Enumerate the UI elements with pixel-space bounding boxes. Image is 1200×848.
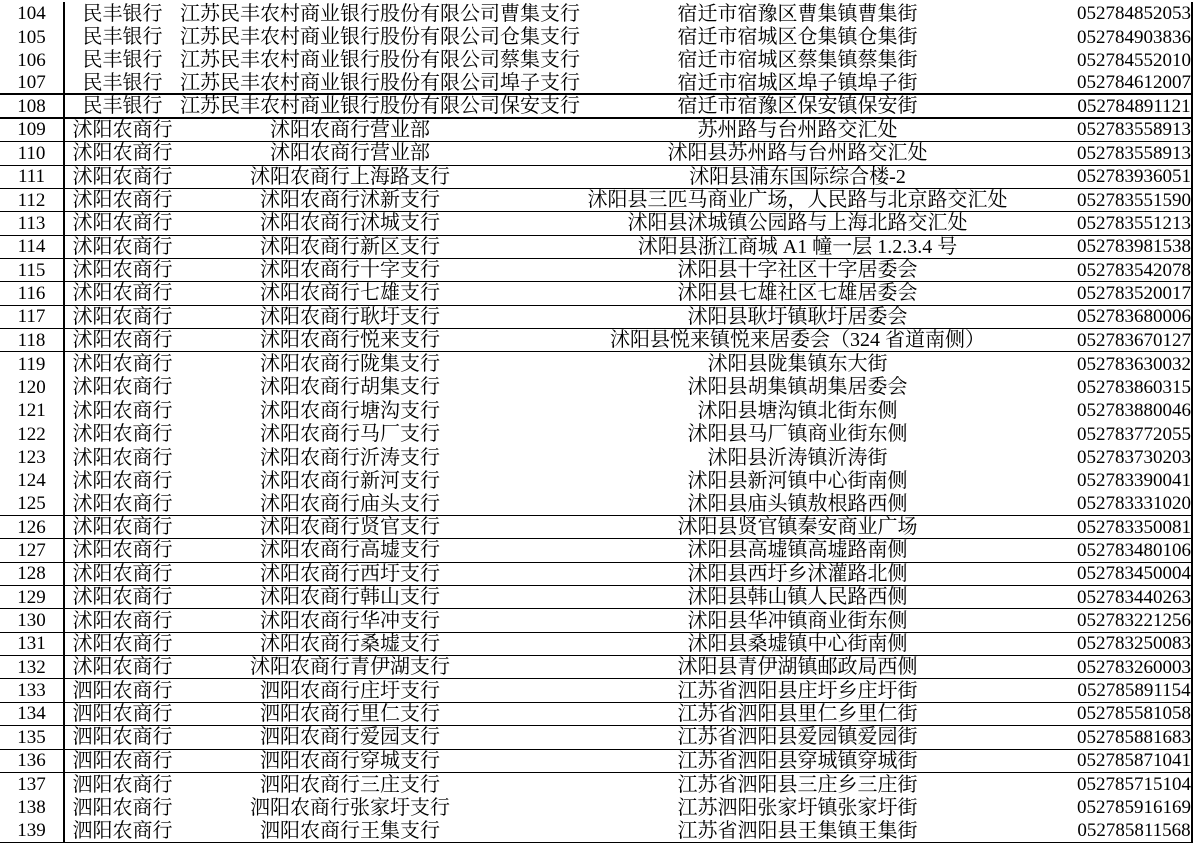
phone-cell: 052784612007 (1077, 72, 1191, 94)
table-row (0, 563, 1191, 586)
branch-name-cell: 江苏民丰农村商业银行股份有限公司仓集支行 (180, 26, 580, 49)
address-cell: 苏州路与台州路交汇处 (697, 118, 898, 141)
phone-cell: 052783250083 (1077, 633, 1191, 655)
bank-name-cell: 沭阳农商行 (72, 516, 173, 539)
phone-cell: 052783772055 (1077, 423, 1191, 445)
phone-cell: 052783221256 (1077, 610, 1191, 632)
table-row (0, 609, 1191, 632)
branch-name-cell: 沭阳农商行十字支行 (260, 259, 440, 282)
phone-cell: 052785871041 (1077, 750, 1191, 772)
phone-cell: 052783670127 (1077, 329, 1191, 351)
branch-name-cell: 泗阳农商行张家圩支行 (250, 796, 450, 819)
row-number-cell: 133 (0, 679, 65, 701)
row-number-cell: 121 (0, 399, 65, 422)
row-number-cell: 136 (0, 750, 65, 772)
branch-name-cell: 沭阳农商行沭新支行 (260, 189, 440, 212)
bank-name-cell: 沭阳农商行 (72, 423, 173, 446)
address-cell: 江苏省泗阳县里仁乡里仁街 (677, 702, 918, 725)
address-cell: 沭阳县桑墟镇中心街南侧 (687, 632, 908, 655)
bank-name-cell: 沭阳农商行 (72, 329, 173, 352)
branch-name-cell: 江苏民丰农村商业银行股份有限公司曹集支行 (180, 2, 580, 25)
bank-name-cell: 沭阳农商行 (72, 586, 173, 609)
branch-name-cell: 江苏民丰农村商业银行股份有限公司保安支行 (180, 95, 580, 118)
phone-cell: 052783260003 (1077, 656, 1191, 678)
bank-name-cell: 民丰银行 (82, 49, 163, 72)
branch-name-cell: 泗阳农商行爱园支行 (260, 726, 440, 749)
table-row (0, 422, 1191, 445)
phone-cell: 052785581058 (1077, 703, 1191, 725)
phone-cell: 052785715104 (1077, 774, 1191, 796)
row-number-cell: 105 (0, 25, 65, 48)
branch-name-cell: 沭阳农商行青伊湖支行 (250, 656, 450, 679)
phone-cell: 052783551590 (1077, 189, 1191, 211)
branch-name-cell: 沭阳农商行高墟支行 (260, 539, 440, 562)
bank-name-cell: 沭阳农商行 (72, 376, 173, 399)
address-cell: 宿迁市宿豫区保安镇保安街 (677, 95, 918, 118)
phone-cell: 052783880046 (1077, 400, 1191, 422)
table-row (0, 352, 1191, 375)
row-number-cell: 135 (0, 726, 65, 748)
row-number-cell: 138 (0, 796, 65, 819)
table-row (0, 679, 1191, 702)
phone-cell: 052783551213 (1077, 212, 1191, 234)
table-row (0, 72, 1191, 95)
address-cell: 沭阳县七雄社区七雄居委会 (677, 282, 918, 305)
row-number-cell: 104 (0, 2, 65, 25)
table-row (0, 282, 1191, 305)
table-row (0, 259, 1191, 282)
address-cell: 沭阳县浙江商城 A1 幢一层 1.2.3.4 号 (637, 235, 958, 258)
table-row (0, 539, 1191, 562)
bank-name-cell: 沭阳农商行 (72, 399, 173, 422)
phone-cell: 052785891154 (1077, 680, 1191, 702)
branch-name-cell: 沭阳农商行耿圩支行 (260, 305, 440, 328)
row-number-cell: 132 (0, 656, 65, 678)
branch-name-cell: 江苏民丰农村商业银行股份有限公司蔡集支行 (180, 49, 580, 72)
branch-name-cell: 沭阳农商行新河支行 (260, 469, 440, 492)
address-cell: 沭阳县沭城镇公园路与上海北路交汇处 (627, 212, 968, 235)
bank-name-cell: 沭阳农商行 (72, 632, 173, 655)
branch-name-cell: 沭阳农商行沭城支行 (260, 212, 440, 235)
table-row (0, 703, 1191, 726)
phone-cell: 052783350081 (1077, 516, 1191, 538)
address-cell: 沭阳县华冲镇商业街东侧 (687, 609, 908, 632)
branch-name-cell: 沭阳农商行马厂支行 (260, 423, 440, 446)
row-number-cell: 130 (0, 609, 65, 631)
row-number-cell: 122 (0, 422, 65, 445)
address-cell: 宿迁市宿城区仓集镇仓集街 (677, 26, 918, 49)
row-number-cell: 113 (0, 212, 65, 234)
phone-cell: 052783331020 (1077, 493, 1191, 515)
address-cell: 江苏泗阳张家圩镇张家圩街 (677, 796, 918, 819)
table-row (0, 516, 1191, 539)
bank-name-cell: 民丰银行 (82, 26, 163, 49)
row-number-cell: 128 (0, 563, 65, 585)
phone-cell: 052783981538 (1077, 236, 1191, 258)
phone-cell: 052785811568 (1077, 820, 1191, 842)
branch-name-cell: 沭阳农商行庙头支行 (260, 492, 440, 515)
bank-name-cell: 沭阳农商行 (72, 189, 173, 212)
table-row (0, 49, 1191, 72)
table-row (0, 142, 1191, 165)
phone-cell: 052783542078 (1077, 259, 1191, 281)
address-cell: 沭阳县耿圩镇耿圩居委会 (687, 305, 908, 328)
bank-name-cell: 沭阳农商行 (72, 212, 173, 235)
branch-name-cell: 沭阳农商行营业部 (270, 118, 430, 141)
bank-name-cell: 沭阳农商行 (72, 446, 173, 469)
row-number-cell: 108 (0, 95, 65, 116)
table-row (0, 189, 1191, 212)
bank-name-cell: 泗阳农商行 (72, 819, 173, 842)
branch-name-cell: 沭阳农商行韩山支行 (260, 586, 440, 609)
bank-name-cell: 沭阳农商行 (72, 118, 173, 141)
phone-cell: 052783558913 (1077, 119, 1191, 141)
row-number-cell: 124 (0, 469, 65, 492)
branch-name-cell: 泗阳农商行穿城支行 (260, 749, 440, 772)
bank-name-cell: 泗阳农商行 (72, 773, 173, 796)
phone-cell: 052784903836 (1077, 26, 1191, 48)
phone-cell: 052783680006 (1077, 306, 1191, 328)
bank-name-cell: 沭阳农商行 (72, 656, 173, 679)
table-row (0, 446, 1191, 469)
bank-name-cell: 沭阳农商行 (72, 492, 173, 515)
branch-name-cell: 沭阳农商行桑墟支行 (260, 632, 440, 655)
phone-cell: 052783860315 (1077, 376, 1191, 398)
address-cell: 江苏省泗阳县王集镇王集街 (677, 819, 918, 842)
branch-name-cell: 沭阳农商行七雄支行 (260, 282, 440, 305)
address-cell: 沭阳县韩山镇人民路西侧 (687, 586, 908, 609)
address-cell: 沭阳县沂涛镇沂涛街 (707, 446, 888, 469)
address-cell: 沭阳县塘沟镇北街东侧 (697, 399, 898, 422)
row-number-cell: 117 (0, 306, 65, 328)
bank-name-cell: 沭阳农商行 (72, 305, 173, 328)
bank-branch-table (0, 2, 1193, 843)
address-cell: 沭阳县西圩乡沭灌路北侧 (687, 562, 908, 585)
phone-cell: 052783730203 (1077, 447, 1191, 468)
address-cell: 宿迁市宿豫区曹集镇曹集街 (677, 2, 918, 25)
branch-name-cell: 沭阳农商行塘沟支行 (260, 399, 440, 422)
address-cell: 沭阳县浦东国际综合楼-2 (689, 165, 906, 188)
row-number-cell: 114 (0, 236, 65, 258)
phone-cell: 052783936051 (1077, 166, 1191, 188)
branch-name-cell: 泗阳农商行庄圩支行 (260, 679, 440, 702)
address-cell: 江苏省泗阳县庄圩乡庄圩街 (677, 679, 918, 702)
branch-name-cell: 沭阳农商行华冲支行 (260, 609, 440, 632)
bank-name-cell: 沭阳农商行 (72, 469, 173, 492)
bank-name-cell: 沭阳农商行 (72, 235, 173, 258)
branch-name-cell: 沭阳农商行营业部 (270, 142, 430, 165)
address-cell: 沭阳县新河镇中心街南侧 (687, 469, 908, 492)
address-cell: 沭阳县三匹马商业广场，人民路与北京路交汇处 (587, 189, 1008, 212)
row-number-cell: 125 (0, 493, 65, 515)
table-row (0, 25, 1191, 48)
branch-name-cell: 沭阳农商行贤官支行 (260, 516, 440, 539)
row-number-cell: 109 (0, 119, 65, 141)
bank-name-cell: 泗阳农商行 (72, 796, 173, 819)
phone-cell: 052783480106 (1077, 539, 1191, 561)
row-number-cell: 120 (0, 376, 65, 399)
row-number-cell: 119 (0, 352, 65, 375)
table-row (0, 166, 1191, 189)
address-cell: 江苏省泗阳县爱园镇爱园街 (677, 726, 918, 749)
table-row (0, 586, 1191, 609)
row-number-cell: 112 (0, 189, 65, 211)
table-row (0, 773, 1191, 796)
address-cell: 沭阳县青伊湖镇邮政局西侧 (677, 656, 918, 679)
bank-name-cell: 沭阳农商行 (72, 282, 173, 305)
table-row (0, 95, 1191, 118)
table-row (0, 376, 1191, 399)
phone-cell: 052785916169 (1077, 797, 1191, 819)
table-row (0, 726, 1191, 749)
table-row (0, 820, 1191, 843)
bank-name-cell: 沭阳农商行 (72, 539, 173, 562)
row-number-cell: 110 (0, 142, 65, 164)
table-row (0, 399, 1191, 422)
bank-name-cell: 泗阳农商行 (72, 749, 173, 772)
row-number-cell: 137 (0, 773, 65, 796)
address-cell: 沭阳县高墟镇高墟路南侧 (687, 539, 908, 562)
address-cell: 沭阳县苏州路与台州路交汇处 (667, 142, 928, 165)
address-cell: 江苏省泗阳县穿城镇穿城街 (677, 749, 918, 772)
phone-cell: 052783390041 (1077, 470, 1191, 492)
row-number-cell: 123 (0, 446, 65, 469)
branch-name-cell: 沭阳农商行上海路支行 (250, 165, 450, 188)
address-cell: 宿迁市宿城区蔡集镇蔡集街 (677, 49, 918, 72)
bank-name-cell: 沭阳农商行 (72, 259, 173, 282)
table-row (0, 329, 1191, 352)
table-row (0, 119, 1191, 142)
bank-name-cell: 沭阳农商行 (72, 165, 173, 188)
phone-cell: 052784852053 (1077, 3, 1191, 25)
address-cell: 沭阳县十字社区十字居委会 (677, 259, 918, 282)
row-number-cell: 106 (0, 49, 65, 72)
table-row (0, 469, 1191, 492)
phone-cell: 052785881683 (1077, 726, 1191, 748)
bank-name-cell: 民丰银行 (82, 2, 163, 25)
address-cell: 江苏省泗阳县三庄乡三庄街 (677, 773, 918, 796)
table-row (0, 2, 1191, 25)
row-number-cell: 126 (0, 516, 65, 538)
bank-name-cell: 泗阳农商行 (72, 726, 173, 749)
row-number-cell: 139 (0, 820, 65, 842)
bank-name-cell: 沭阳农商行 (72, 353, 173, 376)
table-row (0, 750, 1191, 773)
branch-name-cell: 泗阳农商行里仁支行 (260, 702, 440, 725)
row-number-cell: 127 (0, 539, 65, 561)
address-cell: 沭阳县陇集镇东大街 (707, 353, 888, 376)
phone-cell: 052783558913 (1077, 142, 1191, 164)
branch-name-cell: 江苏民丰农村商业银行股份有限公司埠子支行 (180, 71, 580, 94)
row-number-cell: 131 (0, 633, 65, 655)
bank-name-cell: 沭阳农商行 (72, 142, 173, 165)
phone-cell: 052784891121 (1077, 95, 1191, 117)
phone-cell: 052783450004 (1077, 563, 1191, 585)
bank-name-cell: 民丰银行 (82, 95, 163, 118)
branch-name-cell: 泗阳农商行三庄支行 (260, 773, 440, 796)
address-cell: 沭阳县贤官镇秦安商业广场 (677, 516, 918, 539)
row-number-cell: 115 (0, 259, 65, 281)
row-number-cell: 107 (0, 72, 65, 93)
bank-name-cell: 沭阳农商行 (72, 562, 173, 585)
row-number-cell: 116 (0, 282, 65, 304)
address-cell: 沭阳县庙头镇敖根路西侧 (687, 492, 908, 515)
address-cell: 沭阳县胡集镇胡集居委会 (687, 376, 908, 399)
row-number-cell: 129 (0, 586, 65, 608)
row-number-cell: 111 (0, 166, 65, 188)
table-row (0, 656, 1191, 679)
address-cell: 沭阳县悦来镇悦来居委会（324 省道南侧） (610, 329, 985, 352)
bank-name-cell: 沭阳农商行 (72, 609, 173, 632)
branch-name-cell: 沭阳农商行沂涛支行 (260, 446, 440, 469)
table-row (0, 633, 1191, 656)
branch-name-cell: 沭阳农商行西圩支行 (260, 562, 440, 585)
bank-name-cell: 泗阳农商行 (72, 702, 173, 725)
row-number-cell: 118 (0, 329, 65, 351)
table-row (0, 493, 1191, 516)
phone-cell: 052784552010 (1077, 49, 1191, 71)
bank-name-cell: 泗阳农商行 (72, 679, 173, 702)
table-row (0, 796, 1191, 819)
phone-cell: 052783440263 (1077, 586, 1191, 608)
branch-name-cell: 沭阳农商行胡集支行 (260, 376, 440, 399)
branch-name-cell: 泗阳农商行王集支行 (260, 819, 440, 842)
bank-name-cell: 民丰银行 (82, 71, 163, 94)
address-cell: 宿迁市宿城区埠子镇埠子街 (677, 71, 918, 94)
branch-name-cell: 沭阳农商行新区支行 (260, 235, 440, 258)
phone-cell: 052783520017 (1077, 282, 1191, 304)
row-number-cell: 134 (0, 703, 65, 725)
branch-name-cell: 沭阳农商行悦来支行 (260, 329, 440, 352)
table-row (0, 212, 1191, 235)
address-cell: 沭阳县马厂镇商业街东侧 (687, 423, 908, 446)
table-row (0, 236, 1191, 259)
phone-cell: 052783630032 (1077, 353, 1191, 375)
branch-name-cell: 沭阳农商行陇集支行 (260, 353, 440, 376)
table-row (0, 306, 1191, 329)
